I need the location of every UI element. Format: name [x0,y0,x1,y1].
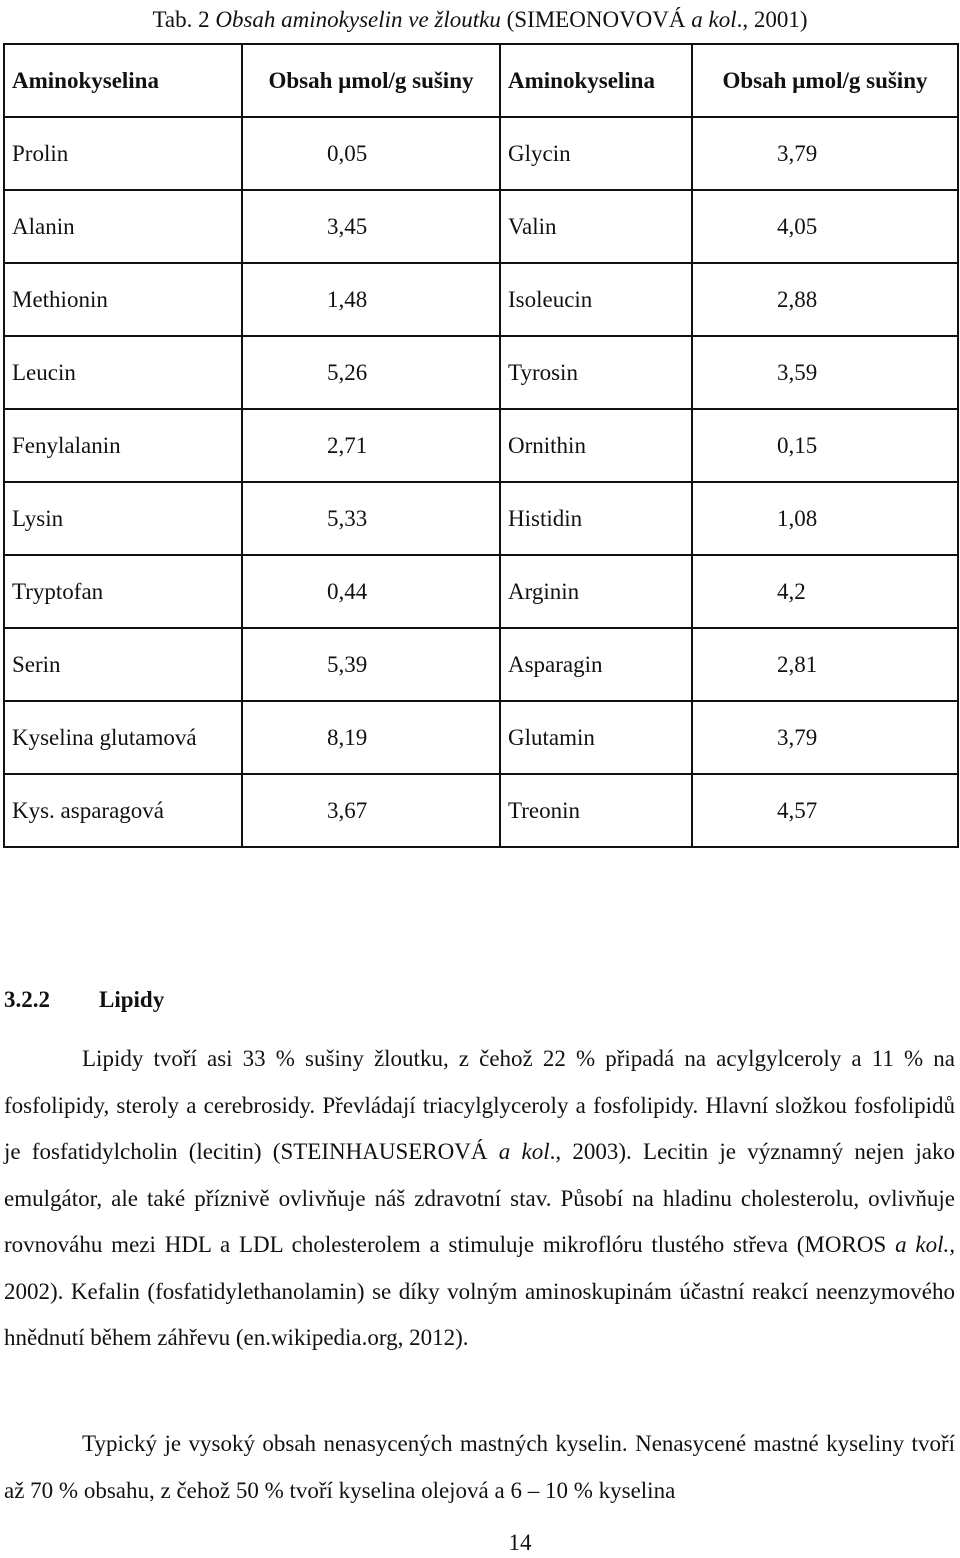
amino-acid-name: Leucin [4,336,242,409]
amino-acid-content: 3,59 [692,336,958,409]
amino-acid-content: 3,45 [242,190,500,263]
section-title: Lipidy [99,987,165,1012]
amino-acid-content: 4,05 [692,190,958,263]
header-amino-acid-2: Aminokyselina [500,44,692,117]
table-row [4,263,958,336]
table-row [4,336,958,409]
amino-acid-content: 4,57 [692,774,958,847]
amino-acid-name: Glutamin [500,701,692,774]
table-row [4,482,958,555]
paragraph-lipids [4,1036,955,1362]
amino-acid-name: Prolin [4,117,242,190]
amino-acid-content: 0,05 [242,117,500,190]
amino-acid-name: Treonin [500,774,692,847]
caption-ref-close: ., 2001) [736,7,808,32]
amino-acid-content: 2,81 [692,628,958,701]
caption-ref-italic: a kol [691,7,737,32]
amino-acid-name: Tryptofan [4,555,242,628]
amino-acid-table [3,43,959,848]
table-body [4,117,958,847]
amino-acid-name: Ornithin [500,409,692,482]
amino-acid-name: Histidin [500,482,692,555]
amino-acid-content: 2,88 [692,263,958,336]
paragraph2-text: Typický je vysoký obsah nenasycených mastných kyselin. Nenasycené mastné kyseliny tvoří až 70 % obsahu, z čehož 50 % tvoří kyselina olejová a 6 – 10 % kyselina [4,1431,955,1503]
table-row [4,190,958,263]
amino-acid-content: 5,26 [242,336,500,409]
amino-acid-content: 5,39 [242,628,500,701]
amino-acid-name: Methionin [4,263,242,336]
amino-acid-name: Isoleucin [500,263,692,336]
paragraph1-text-1: Lipidy tvoří asi 33 % sušiny žloutku, z čehož 22 % připadá na acylgylceroly a 11 % na fosfolipidy, steroly a cerebrosidy. Převládají triacylglyceroly a fosfolipidy. Hlavní složkou fosfolipidů je fosfatidylcholin (lecitin) (STEINHAUSEROVÁ [4,1046,955,1164]
table-row [4,555,958,628]
amino-acid-content: 3,67 [242,774,500,847]
amino-acid-content: 3,79 [692,117,958,190]
amino-acid-content: 0,15 [692,409,958,482]
amino-acid-content: 5,33 [242,482,500,555]
table-caption [0,2,960,38]
amino-acid-name: Tyrosin [500,336,692,409]
amino-acid-content: 2,71 [242,409,500,482]
table-row [4,409,958,482]
amino-acid-content: 8,19 [242,701,500,774]
amino-acid-name: Serin [4,628,242,701]
amino-acid-name: Lysin [4,482,242,555]
page-number: 14 [508,1530,532,1555]
caption-prefix: Tab. 2 [152,7,216,32]
amino-acid-content: 1,08 [692,482,958,555]
amino-acid-name: Asparagin [500,628,692,701]
paragraph1-text-2: ., 2003). Lecitin je významný nejen jako emulgátor, ale také příznivě ovlivňuje náš zdravotní stav. Působí na hladinu cholesterolu, ovlivňuje rovnováhu mezi HDL a LDL cholesterolem a stimuluje mikroflóru tlustého střeva (MOROS [4,1139,955,1257]
table-row [4,701,958,774]
amino-acid-content: 0,44 [242,555,500,628]
table-header-row [4,44,958,117]
amino-acid-name: Glycin [500,117,692,190]
paragraph-fatty-acids [4,1421,955,1514]
table-row [4,774,958,847]
header-amino-acid-1: Aminokyselina [4,44,242,117]
caption-title: Obsah aminokyselin ve žloutku [215,7,501,32]
table-row [4,628,958,701]
amino-acid-name: Valin [500,190,692,263]
amino-acid-name: Arginin [500,555,692,628]
caption-ref-open: (SIMEONOVOVÁ [500,7,692,32]
amino-acid-content: 1,48 [242,263,500,336]
section-heading [4,982,164,1018]
section-number: 3.2.2 [4,987,50,1012]
header-content-2: Obsah µmol/g sušiny [692,44,958,117]
paragraph1-text-3: 2002). Kefalin (fosfatidylethanolamin) se díky volným aminoskupinám účastní reakcí neenzymového hnědnutí během záhřevu (en.wikipedia.org, 2012). [4,1278,955,1350]
header-content-1: Obsah µmol/g sušiny [242,44,500,117]
amino-acid-name: Kys. asparagová [4,774,242,847]
table-row [4,117,958,190]
paragraph1-italic-1: a kol [498,1139,550,1164]
amino-acid-content: 4,2 [692,555,958,628]
amino-acid-name: Alanin [4,190,242,263]
paragraph1-italic-2: a kol., [895,1232,955,1257]
amino-acid-name: Kyselina glutamová [4,701,242,774]
amino-acid-content: 3,79 [692,701,958,774]
amino-acid-name: Fenylalanin [4,409,242,482]
